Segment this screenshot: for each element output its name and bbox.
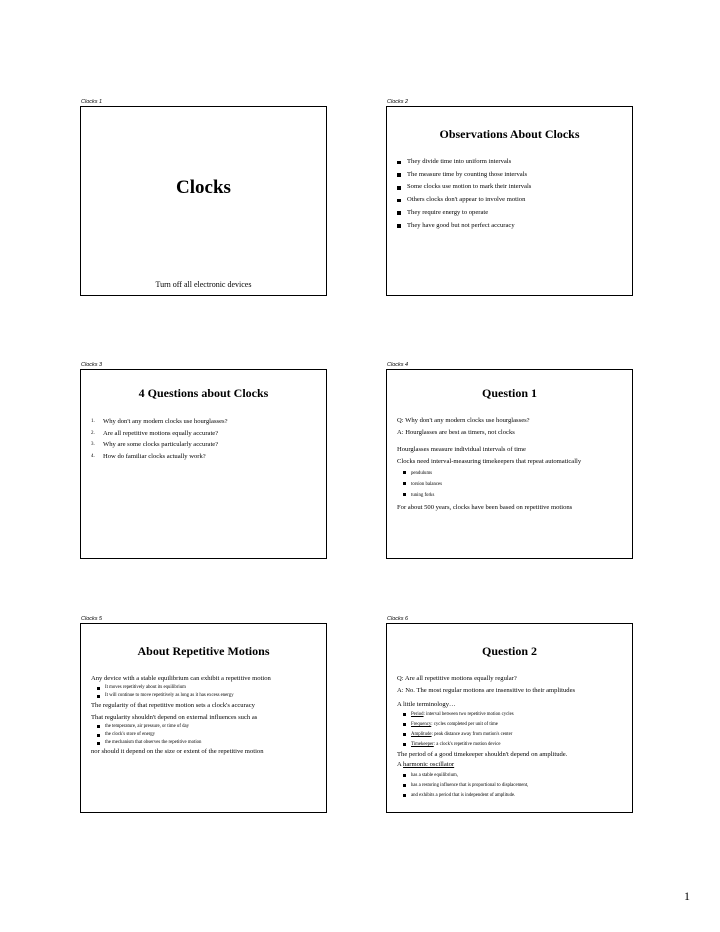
list-item bbox=[91, 451, 228, 463]
list-item: the clock's store of energy bbox=[81, 731, 322, 739]
term-definition: : peak distance away from motion's center bbox=[431, 732, 513, 737]
list-number: 3. bbox=[91, 442, 95, 447]
sub-list bbox=[81, 684, 322, 701]
list-text: Are all repetitive motions equally accurate? bbox=[103, 429, 219, 437]
slide-label: Clocks 6 bbox=[387, 616, 409, 622]
slide-title: Clocks bbox=[176, 177, 231, 198]
term-definition: : interval between two repetitive motion cycles bbox=[423, 712, 514, 717]
list-item: They require energy to operate bbox=[397, 207, 531, 220]
question-text: Q: Why don't any modern clocks use hourglasses? bbox=[397, 417, 530, 424]
answer-text: A: No. The most regular motions are insensitive to their amplitudes bbox=[397, 687, 576, 694]
slide-title: 4 Questions about Clocks bbox=[138, 386, 269, 400]
term: Amplitude bbox=[411, 732, 432, 737]
slide-label: Clocks 1 bbox=[81, 99, 103, 105]
paragraph: Clocks need interval-measuring timekeepers that repeat automatically bbox=[397, 458, 582, 465]
slide-4 bbox=[386, 362, 633, 559]
list-item: pendulums bbox=[387, 468, 628, 479]
list-item bbox=[387, 720, 628, 730]
term: Period bbox=[411, 712, 424, 717]
slide-label: Clocks 3 bbox=[81, 362, 103, 368]
slide-body bbox=[397, 416, 628, 513]
paragraph: That regularity shouldn't depend on external influences such as bbox=[91, 713, 258, 721]
terminology-list bbox=[387, 710, 628, 750]
list-item: the temperature, air pressure, or time of day bbox=[81, 723, 322, 731]
list-item bbox=[387, 710, 628, 720]
list-number: 4. bbox=[91, 453, 95, 459]
slide-body bbox=[397, 674, 628, 801]
list-item bbox=[387, 740, 628, 750]
paragraph: nor should it depend on the size or extent of the repetitive motion bbox=[91, 748, 264, 756]
list-item: They have good but not perfect accuracy bbox=[397, 220, 531, 233]
term: Timekeeper bbox=[411, 742, 434, 747]
list-item: has a restoring influence that is proportional to displacement, bbox=[387, 781, 628, 791]
list-number: 1. bbox=[91, 419, 95, 424]
slide-3 bbox=[80, 362, 327, 559]
question-text: Q: Are all repetitive motions equally regular? bbox=[397, 675, 517, 682]
sub-list bbox=[387, 468, 628, 501]
paragraph: The regularity of that repetitive motion sets a clock's accuracy bbox=[91, 701, 255, 709]
slide-label: Clocks 2 bbox=[387, 99, 409, 105]
term: harmonic oscillator bbox=[403, 761, 455, 768]
list-text: Why don't any modern clocks use hourglasses? bbox=[103, 418, 228, 425]
term: Frequency bbox=[411, 722, 432, 727]
list-item: Others clocks don't appear to involve motion bbox=[397, 194, 531, 207]
paragraph bbox=[397, 760, 628, 770]
term-definition: : cycles completed per unit of time bbox=[431, 722, 498, 727]
slide-label: Clocks 5 bbox=[81, 616, 103, 622]
slide-subtitle: Turn off all electronic devices bbox=[155, 280, 252, 289]
paragraph: Any device with a stable equilibrium can exhibit a repetitive motion bbox=[91, 675, 271, 682]
list-item: Some clocks use motion to mark their intervals bbox=[397, 181, 531, 194]
list-text: Why are some clocks particularly accurate? bbox=[103, 441, 219, 448]
term-definition: : a clock's repetitive motion device bbox=[433, 742, 501, 747]
list-item bbox=[91, 416, 228, 428]
slide-title: About Repetitive Motions bbox=[137, 644, 270, 658]
list-item: It will continue to move repetitively as long as it has excess energy bbox=[81, 692, 322, 700]
slide-title: Observations About Clocks bbox=[439, 127, 580, 141]
answer-text: A: Hourglasses are best as timers, not clocks bbox=[397, 429, 515, 436]
paragraph: Hourglasses measure individual intervals of time bbox=[397, 446, 526, 453]
slide-6 bbox=[386, 616, 633, 813]
sub-list bbox=[387, 771, 628, 801]
list-number: 2. bbox=[91, 430, 95, 436]
slide-1 bbox=[80, 99, 327, 296]
slide-2 bbox=[386, 99, 633, 296]
list-item bbox=[91, 428, 228, 440]
list-item bbox=[387, 730, 628, 740]
paragraph: The period of a good timekeeper shouldn't depend on amplitude. bbox=[397, 751, 568, 758]
sub-list bbox=[81, 723, 322, 748]
list-item: the mechanism that observes the repetitive motion bbox=[81, 739, 322, 747]
page-number: 1 bbox=[684, 889, 690, 903]
paragraph-prefix: A bbox=[397, 761, 404, 768]
bullet-list bbox=[397, 156, 531, 232]
list-item: has a stable equilibrium, bbox=[387, 771, 628, 781]
slide-title: Question 1 bbox=[481, 386, 537, 400]
list-item: torsion balances bbox=[387, 479, 628, 490]
list-text: How do familiar clocks actually work? bbox=[103, 452, 206, 460]
list-item: The measure time by counting those intervals bbox=[397, 169, 531, 182]
paragraph: A little terminology… bbox=[397, 701, 456, 708]
list-item: tuning forks bbox=[387, 490, 628, 501]
slide-5 bbox=[80, 616, 327, 813]
slide-label: Clocks 4 bbox=[387, 362, 409, 368]
slide-body bbox=[91, 674, 322, 757]
slide-title: Question 2 bbox=[481, 644, 537, 658]
numbered-list bbox=[91, 416, 228, 462]
list-item: and exhibits a period that is independent of amplitude. bbox=[387, 791, 628, 801]
paragraph: For about 500 years, clocks have been based on repetitive motions bbox=[397, 504, 573, 511]
list-item bbox=[91, 439, 228, 451]
list-item: It moves repetitively about its equilibrium bbox=[81, 684, 322, 692]
list-item: They divide time into uniform intervals bbox=[397, 156, 531, 169]
